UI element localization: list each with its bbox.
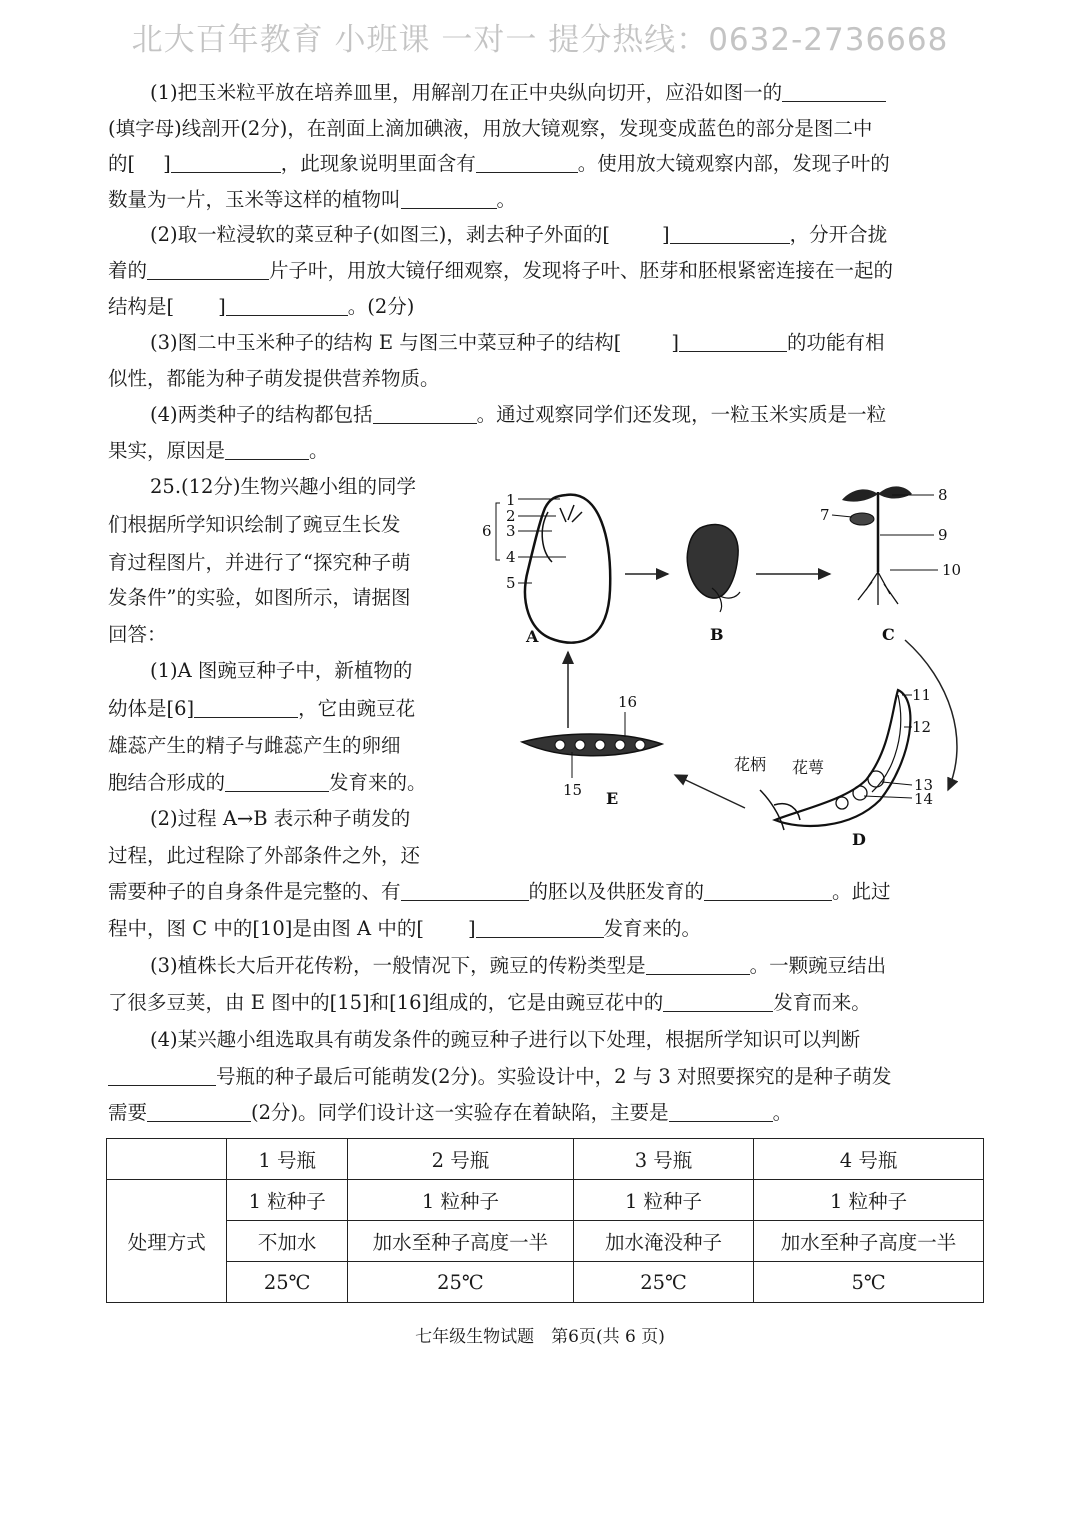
label-huae: 花萼 <box>792 758 825 777</box>
q24-p2-text-c1: 结构是[ <box>108 295 175 318</box>
table-cell: 1 粒种子 <box>754 1180 984 1221</box>
label-6: 6 <box>482 522 492 540</box>
answer-blank[interactable] <box>782 81 886 102</box>
q25-p1-text-d2: 发育来的。 <box>329 771 427 794</box>
table-header-cell <box>107 1139 227 1180</box>
answer-blank[interactable] <box>669 1101 773 1122</box>
q24-p3-text-a3: 的功能有相 <box>786 331 885 354</box>
table-cell: 1 粒种子 <box>573 1180 753 1221</box>
germinating-seed-b <box>687 524 740 644</box>
q25-p2-line2 <box>108 843 420 869</box>
table-cell: 1 粒种子 <box>347 1180 573 1221</box>
q24-p2-line3 <box>108 294 414 320</box>
q24-p2-line1 <box>150 222 887 248</box>
q24-p4-line1 <box>150 402 886 428</box>
q25-p4-line3 <box>108 1100 792 1126</box>
q24-p1-line2 <box>108 116 872 142</box>
q25-intro-text: 回答： <box>108 623 167 646</box>
q25-intro-line3 <box>108 550 410 576</box>
label-14: 14 <box>914 790 934 808</box>
q24-p2-line2 <box>108 258 893 284</box>
q24-p1-line4 <box>108 187 516 213</box>
label-E: E <box>606 789 619 808</box>
table-header-cell: 3 号瓶 <box>573 1139 753 1180</box>
table-cell: 25℃ <box>573 1262 753 1303</box>
q24-p1-text-c4: 。使用放大镜观察内部，发现子叶的 <box>577 152 890 175</box>
q24-p4-line2 <box>108 438 329 464</box>
q24-p2-text-a1: (2)取一粒浸软的菜豆种子(如图三)，剥去种子外面的[ <box>150 223 610 246</box>
q25-p1-line2 <box>108 696 415 722</box>
table-cell: 1 粒种子 <box>227 1180 348 1221</box>
label-huabing: 花柄 <box>734 755 767 774</box>
q25-p4-text-a: (4)某兴趣小组选取具有萌发条件的豌豆种子进行以下处理，根据所学知识可以判断 <box>150 1028 861 1051</box>
q25-p4-text-c2: (2分)。同学们设计这一实验存在着缺陷，主要是 <box>251 1101 669 1124</box>
q24-p3-line2 <box>108 366 440 392</box>
q25-p2-text-c3: 。此过 <box>832 880 891 903</box>
table-header-row <box>107 1139 984 1180</box>
answer-blank[interactable] <box>670 223 790 244</box>
label-C: C <box>882 625 895 644</box>
answer-blank[interactable] <box>225 439 309 460</box>
table-row <box>107 1262 984 1303</box>
q25-p2-line4 <box>108 916 701 942</box>
answer-blank[interactable] <box>225 771 329 792</box>
answer-blank[interactable] <box>373 403 477 424</box>
table-cell: 25℃ <box>347 1262 573 1303</box>
q25-intro-line5 <box>108 622 167 648</box>
answer-blank[interactable] <box>679 331 787 352</box>
label-2: 2 <box>506 507 516 525</box>
table-cell: 加水至种子高度一半 <box>347 1221 573 1262</box>
label-5: 5 <box>506 574 516 592</box>
answer-blank[interactable] <box>704 880 832 901</box>
q24-p1-text-c3: ，此现象说明里面含有 <box>280 152 476 175</box>
bracket-close: ] <box>163 152 171 175</box>
q25-p3-line1 <box>150 953 886 979</box>
q25-p2-text-d1: 程中，图 C 中的[10]是由图 A 中的[ <box>108 917 424 940</box>
table-header-cell: 1 号瓶 <box>227 1139 348 1180</box>
answer-blank[interactable] <box>401 188 497 209</box>
table-header-cell: 4 号瓶 <box>754 1139 984 1180</box>
q25-p1-text-c: 雄蕊产生的精子与雌蕊产生的卵细 <box>108 734 401 757</box>
pea-pod-e <box>522 693 662 808</box>
q25-p1-text-a: (1)A 图豌豆种子中，新植物的 <box>150 659 413 682</box>
label-7: 7 <box>820 506 830 524</box>
q25-p4-text-c3: 。 <box>772 1101 793 1124</box>
q25-p2-text-b: 过程，此过程除了外部条件之外，还 <box>108 844 421 867</box>
label-A: A <box>526 627 539 646</box>
bracket-close: ] <box>671 331 679 354</box>
answer-blank[interactable] <box>108 1065 216 1086</box>
q24-p3-text-b: 似性，都能为种子萌发提供营养物质。 <box>108 367 440 390</box>
answer-blank[interactable] <box>147 1101 251 1122</box>
q25-p3-text-a1: (3)植株长大后开花传粉，一般情况下，豌豆的传粉类型是 <box>150 954 646 977</box>
bracket-close: ] <box>661 223 670 246</box>
q24-p3-text-a1: (3)图二中玉米种子的结构 E 与图三中菜豆种子的结构[ <box>150 331 622 354</box>
q25-p1-text-d1: 胞结合形成的 <box>108 771 226 794</box>
q24-p2-text-c3: 。(2分) <box>347 295 415 318</box>
q25-p4-text-b1: 号瓶的种子最后可能萌发(2分)。实验设计中，2 与 3 对照要探究的是种子萌发 <box>216 1065 892 1088</box>
label-B: B <box>710 625 724 644</box>
table-header-cell: 2 号瓶 <box>347 1139 573 1180</box>
q24-p1-line1 <box>150 80 886 106</box>
label-D: D <box>852 830 866 849</box>
table-row <box>107 1180 984 1221</box>
table-row <box>107 1221 984 1262</box>
q25-intro-text: 育过程图片，并进行了“探究种子萌 <box>108 551 411 574</box>
watermark: 北大百年教育 小班课 一对一 提分热线：0632-2736668 <box>131 22 949 58</box>
q25-p3-text-a2: 。一颗豌豆结出 <box>749 954 887 977</box>
pea-lifecycle-figure <box>470 470 990 860</box>
q24-p4-text-a1: (4)两类种子的结构都包括 <box>150 403 373 426</box>
q25-p4-line2 <box>108 1064 892 1090</box>
answer-blank[interactable] <box>194 697 298 718</box>
q24-p1-text-a: (1)把玉米粒平放在培养皿里，用解剖刀在正中央纵向切开，应沿如图一的 <box>150 81 783 104</box>
table-cell: 5℃ <box>754 1262 984 1303</box>
q24-p1-text-d1: 数量为一片，玉米等这样的植物叫 <box>108 188 401 211</box>
q25-title: 25.(12分)生物兴趣小组的同学 <box>150 475 417 498</box>
q25-intro-text: 们根据所学知识绘制了豌豆生长发 <box>108 513 401 536</box>
label-9: 9 <box>938 526 948 544</box>
q25-p1-line4 <box>108 770 427 796</box>
q25-p4-line1 <box>150 1027 860 1053</box>
seed-a-diagram <box>482 491 610 646</box>
q25-p1-text-b2: ，它由豌豆花 <box>298 697 416 720</box>
label-10: 10 <box>942 561 962 579</box>
bracket-close: ] <box>218 295 226 318</box>
label-15: 15 <box>563 781 583 799</box>
label-8: 8 <box>938 486 948 504</box>
label-3: 3 <box>506 522 516 540</box>
q25-intro-line1 <box>150 474 416 500</box>
q25-p1-line1 <box>150 658 412 684</box>
label-4: 4 <box>506 548 516 566</box>
q24-p1-line3 <box>108 151 890 177</box>
q24-p2-text-b2: 片子叶，用放大镜仔细观察，发现将子叶、胚芽和胚根紧密连接在一起的 <box>269 259 894 282</box>
label-1: 1 <box>506 491 516 509</box>
q25-intro-line4 <box>108 585 410 611</box>
q25-intro-line2 <box>108 512 401 538</box>
bracket-open: 的[ <box>108 152 136 175</box>
q25-p3-text-b1: 了很多豆荚，由 E 图中的[15]和[16]组成的，它是由豌豆花中的 <box>108 991 664 1014</box>
q25-p4-text-c1: 需要 <box>108 1101 148 1124</box>
answer-blank[interactable] <box>147 259 269 280</box>
q25-p1-text-b1: 幼体是[6] <box>108 697 195 720</box>
table-cell: 加水至种子高度一半 <box>754 1221 984 1262</box>
answer-blank[interactable] <box>171 152 281 173</box>
experiment-table <box>106 1138 984 1303</box>
table-cell: 25℃ <box>227 1262 348 1303</box>
q24-p4-text-b1: 果实，原因是 <box>108 439 226 462</box>
answer-blank[interactable] <box>401 880 529 901</box>
table-cell: 不加水 <box>227 1221 348 1262</box>
q25-p2-line3 <box>108 879 891 905</box>
label-12: 12 <box>912 718 932 736</box>
answer-blank[interactable] <box>476 917 604 938</box>
answer-blank[interactable] <box>663 991 773 1012</box>
q24-p3-line1 <box>150 330 885 356</box>
q24-p2-text-b1: 着的 <box>108 259 148 282</box>
q25-p2-text-a: (2)过程 A→B 表示种子萌发的 <box>150 807 411 830</box>
q25-p2-text-c1: 需要种子的自身条件是完整的、有 <box>108 880 401 903</box>
seedling-c <box>820 486 961 644</box>
q24-p4-text-b2: 。 <box>309 439 329 462</box>
q25-p2-line1 <box>150 806 410 832</box>
bracket-close: ] <box>467 917 476 940</box>
q24-p4-text-a2: 。通过观察同学们还发现，一粒玉米实质是一粒 <box>476 403 887 426</box>
q25-p3-text-b2: 发育而来。 <box>773 991 871 1014</box>
q25-p2-text-c2: 的胚以及供胚发育的 <box>528 880 705 903</box>
q24-p1-text-d2: 。 <box>496 188 517 211</box>
q25-p3-line2 <box>108 990 871 1016</box>
answer-blank[interactable] <box>646 954 750 975</box>
answer-blank[interactable] <box>476 152 578 173</box>
q25-p2-text-d3: 发育来的。 <box>603 917 702 940</box>
label-13: 13 <box>914 776 934 794</box>
table-cell: 加水淹没种子 <box>573 1221 753 1262</box>
label-16: 16 <box>618 693 638 711</box>
page-footer: 七年级生物试题 第6页(共 6 页) <box>415 1327 665 1347</box>
pea-flower-d <box>734 686 933 849</box>
q24-p1-text-b: (填字母)线剖开(2分)，在剖面上滴加碘液，用放大镜观察，发现变成蓝色的部分是图二中 <box>108 117 873 140</box>
q24-p2-text-a3: ，分开合拢 <box>789 223 888 246</box>
row-label: 处理方式 <box>107 1180 227 1303</box>
answer-blank[interactable] <box>226 295 348 316</box>
label-11: 11 <box>912 686 932 704</box>
q25-intro-text: 发条件”的实验，如图所示，请据图 <box>108 586 411 609</box>
q25-p1-line3 <box>108 733 401 759</box>
